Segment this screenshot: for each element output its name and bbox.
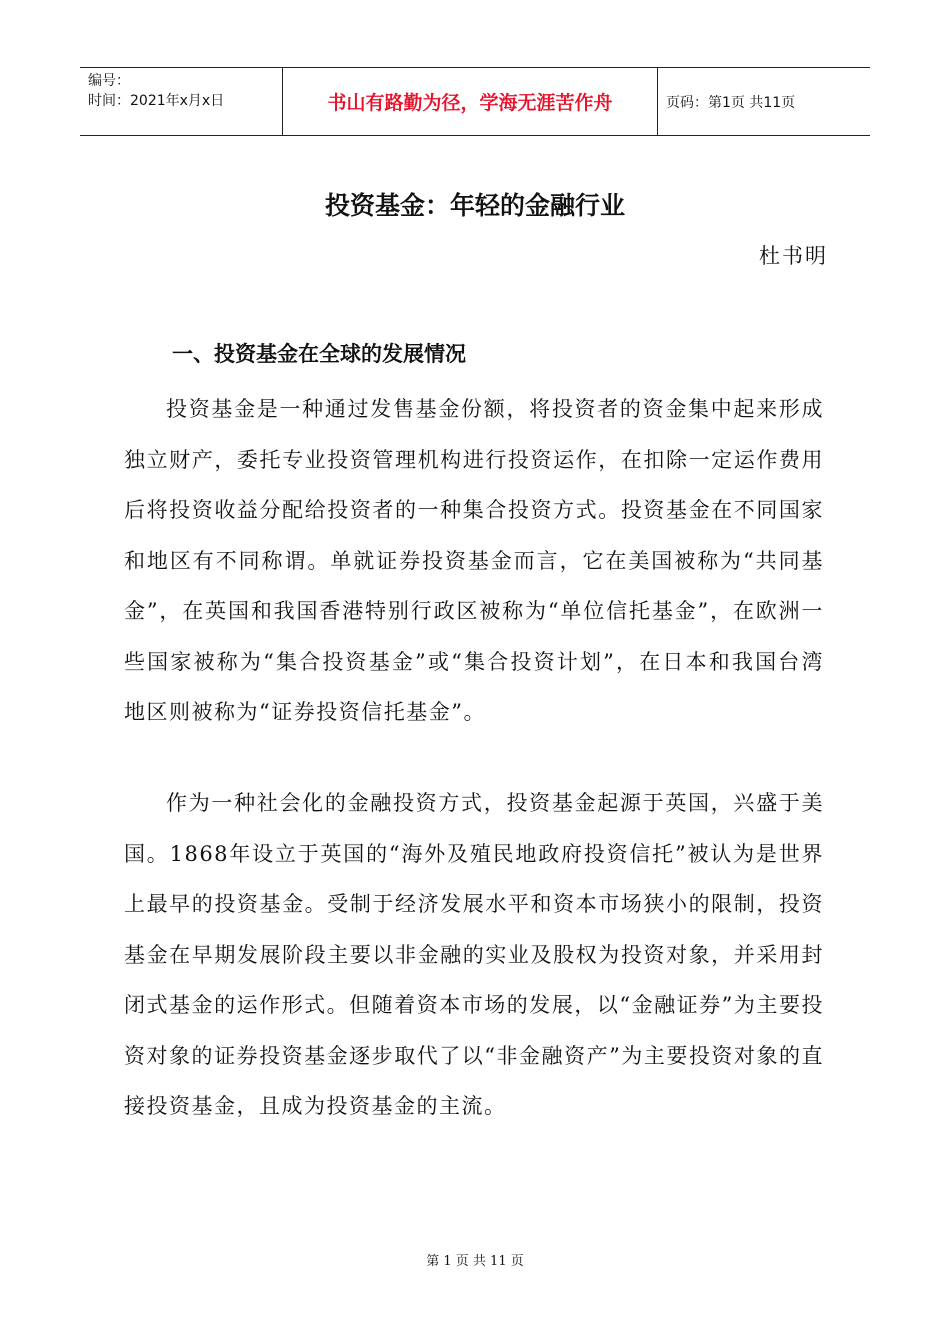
page-header [80,67,870,136]
page-footer: 第 1 页 共 11 页 [426,1254,524,1269]
page-info: 页码：第1页 共11页 [666,94,796,111]
author: 杜书明 [759,244,828,268]
header-meta-cell [80,68,283,135]
time-label: 时间：2021年x月x日 [88,93,225,109]
paragraph-1: 投资基金是一种通过发售基金份额，将投资者的资金集中起来形成独立财产，委托专业投资管理机构进行投资运作，在扣除一定运作费用后将投资收益分配给投资者的一种集合投资方式。投资基金在不同国家和地区有不同称谓。单就证券投资基金而言，它在美国被称为“共同基金”，在英国和我国香港特别行政区被称为“单位信托基金”，在欧洲一些国家被称为“集合投资基金”或“集合投资计划”，在日本和我国台湾地区则被称为“证券投资信托基金”。 [124,397,824,724]
number-label: 编号： [88,73,130,89]
paragraph-2: 作为一种社会化的金融投资方式，投资基金起源于英国，兴盛于美国。1868年设立于英国的“海外及殖民地政府投资信托”被认为是世界上最早的投资基金。受制于经济发展水平和资本市场狭小的限制，投资基金在早期发展阶段主要以非金融的实业及股权为投资对象，并采用封闭式基金的运作形式。但随着资本市场的发展，以“金融证券”为主要投资对象的证券投资基金逐步取代了以“非金融资产”为主要投资对象的直接投资基金，且成为投资基金的主流。 [124,791,824,1118]
section-heading: 一、投资基金在全球的发展情况 [172,342,466,366]
document-title: 投资基金：年轻的金融行业 [324,191,625,220]
motto: 书山有路勤为径，学海无涯苦作舟 [283,68,658,135]
